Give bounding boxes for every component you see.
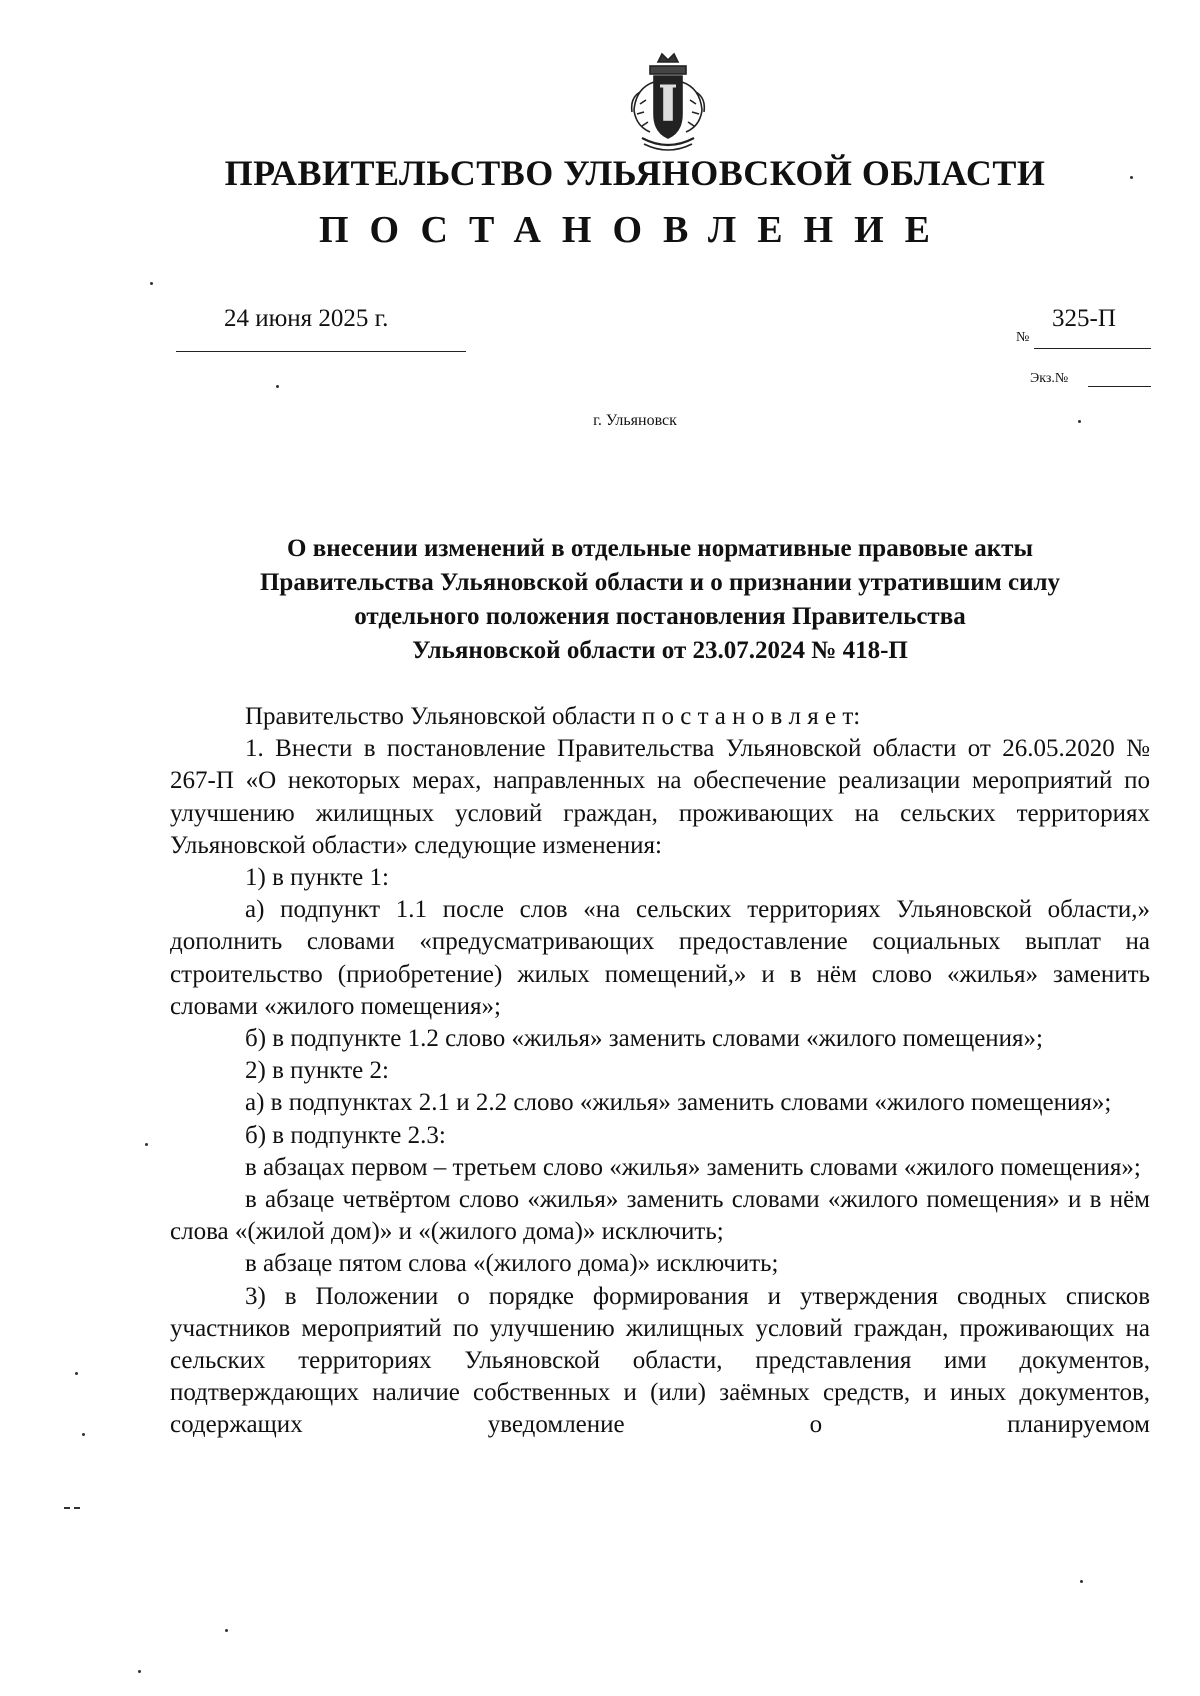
scan-speck (1080, 1580, 1083, 1583)
body-paragraph: а) подпункт 1.1 после слов «на сельских территориях Ульяновской области,» дополнить словами «предусматривающих предоставление социальных выплат на строительство (приобретение) жилых помещений,» и в нём слово «жилья» заменить словами «жилого помещения»; (170, 896, 1150, 1020)
body-paragraph: а) в подпунктах 2.1 и 2.2 слово «жилья» заменить словами «жилого помещения»; (245, 1089, 1112, 1117)
coat-of-arms-emblem (620, 52, 716, 156)
scan-speck (276, 385, 279, 388)
body-paragraph: б) в подпункте 2.3: (245, 1121, 446, 1149)
document-date: 24 июня 2025 г. (224, 305, 389, 332)
body-paragraph: 1. Внести в постановление Правительства Ульяновской области от 26.05.2020 № 267-П «О некоторых мерах, направленных на обеспечение реализации мероприятий по улучшению жилищных условий граждан, проживающих на сельских территориях Ульяновской области» следующие изменения: (170, 735, 1150, 859)
scan-speck (74, 1507, 80, 1509)
scan-speck (145, 1143, 148, 1146)
scan-speck (150, 282, 153, 285)
subject-line: отдельного положения постановления Правительства (354, 603, 966, 630)
date-underline (176, 351, 466, 352)
copy-number-label: Экз.№ (1030, 371, 1069, 386)
number-label: № (1016, 330, 1030, 345)
resolution-intro: Правительство Ульяновской области п о с т а н о в л я е т: (245, 703, 861, 730)
body-paragraph: в абзаце четвёртом слово «жилья» заменить словами «жилого помещения» и в нём слова «(жилой дом)» и «(жилого дома)» исключить; (170, 1186, 1150, 1246)
document-number: 325-П (1052, 305, 1116, 332)
body-paragraph: в абзацах первом – третьем слово «жилья» заменить словами «жилого помещения»; (245, 1153, 1141, 1181)
scan-speck (138, 1670, 141, 1673)
scan-speck (1130, 176, 1133, 179)
copy-number-underline (1088, 386, 1151, 387)
scan-speck (82, 1433, 85, 1436)
scan-speck (1078, 420, 1081, 423)
body-paragraph: 3) в Положении о порядке формирования и утверждения сводных списков участников мероприятий по улучшению жилищных условий граждан, проживающих на сельских территориях Ульяновской области, представления ими документов, подтверждающих наличие собственных и (или) заёмных средств, и иных документов, содержащих уведомление о планируемом (170, 1282, 1150, 1439)
subject-line: О внесении изменений в отдельные нормативные правовые акты (287, 535, 1033, 562)
document-subject (170, 532, 1150, 668)
scan-speck (75, 1372, 78, 1375)
city: г. Ульяновск (593, 412, 677, 429)
scan-speck (225, 1629, 228, 1632)
body-paragraph: в абзаце пятом слова «(жилого дома)» исключить; (245, 1250, 779, 1278)
subject-line: Ульяновской области от 23.07.2024 № 418-П (412, 637, 908, 664)
body-paragraph: 1) в пункте 1: (245, 864, 389, 892)
document-type: ПОСТАНОВЛЕНИЕ (318, 209, 952, 251)
scan-speck (64, 1507, 70, 1509)
body-paragraph: 2) в пункте 2: (245, 1057, 389, 1085)
government-title: ПРАВИТЕЛЬСТВО УЛЬЯНОВСКОЙ ОБЛАСТИ (224, 153, 1046, 193)
subject-line: Правительства Ульяновской области и о признании утратившим силу (259, 569, 1061, 596)
body-paragraph: б) в подпункте 1.2 слово «жилья» заменить словами «жилого помещения»; (245, 1025, 1043, 1053)
document-body (170, 701, 1150, 1442)
number-underline (1034, 348, 1151, 349)
